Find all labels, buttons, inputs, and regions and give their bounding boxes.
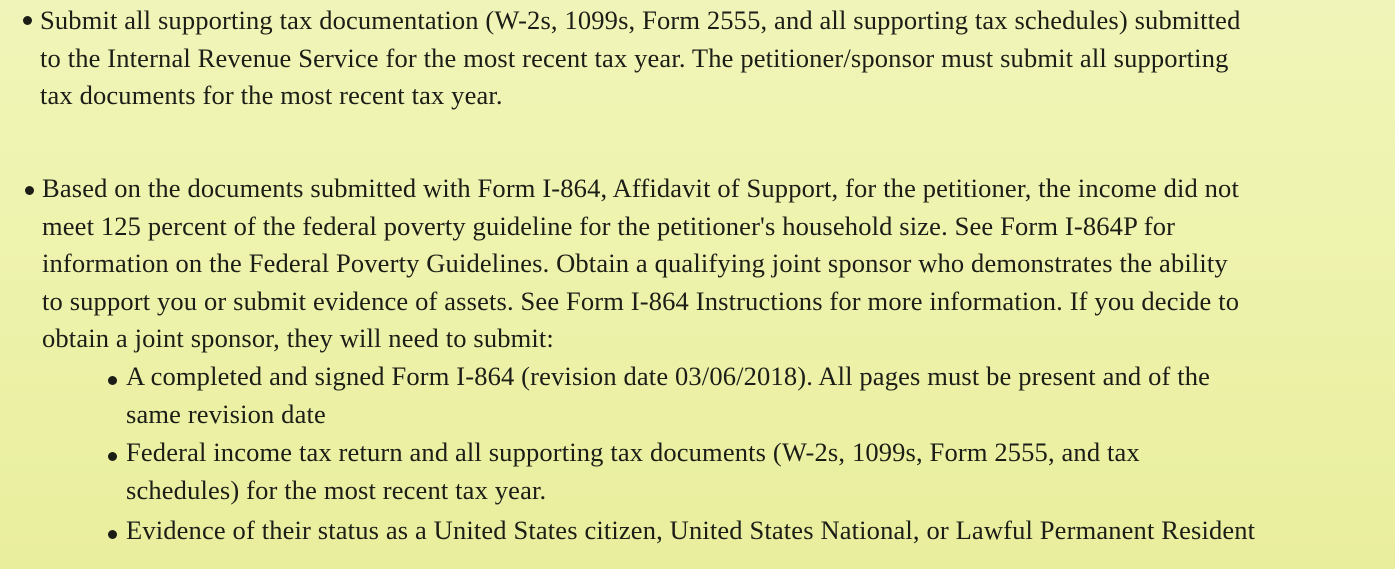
text-line: to support you or submit evidence of assets. See Form I-864 Instructions for more information. If you decide to bbox=[42, 285, 1240, 316]
text-line: Federal income tax return and all supporting tax documents (W-2s, 1099s, Form 2555, and tax bbox=[126, 437, 1140, 467]
tax-documentation-item bbox=[40, 2, 1380, 115]
text-line: tax documents for the most recent tax year. bbox=[40, 80, 503, 110]
bullet-icon bbox=[108, 452, 117, 461]
text-line: same revision date bbox=[126, 398, 326, 429]
sub-item-tax-return bbox=[126, 434, 1366, 509]
sub-item-status-evidence bbox=[126, 512, 1391, 550]
text-line: schedules) for the most recent tax year. bbox=[126, 474, 547, 505]
sub-item-form-i864 bbox=[126, 358, 1366, 433]
text-line: A completed and signed Form I-864 (revision date 03/06/2018). All pages must be present and of the bbox=[126, 361, 1211, 391]
text-line: Based on the documents submitted with Form I-864, Affidavit of Support, for the petitioner, the income did not bbox=[42, 173, 1239, 203]
text-line: Submit all supporting tax documentation (W-2s, 1099s, Form 2555, and all supporting tax schedules) submitted bbox=[40, 5, 1241, 35]
text-line: meet 125 percent of the federal poverty guideline for the petitioner's household size. See Form I-864P for bbox=[42, 210, 1176, 241]
text-line: obtain a joint sponsor, they will need to submit: bbox=[42, 323, 554, 353]
text-line: to the Internal Revenue Service for the most recent tax year. The petitioner/sponsor must submit all supporting bbox=[40, 42, 1229, 73]
text-line: information on the Federal Poverty Guidelines. Obtain a qualifying joint sponsor who demonstrates the ability bbox=[42, 248, 1228, 278]
bullet-icon bbox=[108, 376, 117, 385]
bullet-icon bbox=[23, 16, 32, 25]
income-requirement-item bbox=[42, 170, 1382, 358]
text-line: Evidence of their status as a United States citizen, United States National, or Lawful Permanent Resident bbox=[126, 515, 1256, 545]
bullet-icon bbox=[108, 530, 117, 539]
bullet-icon bbox=[25, 186, 34, 195]
